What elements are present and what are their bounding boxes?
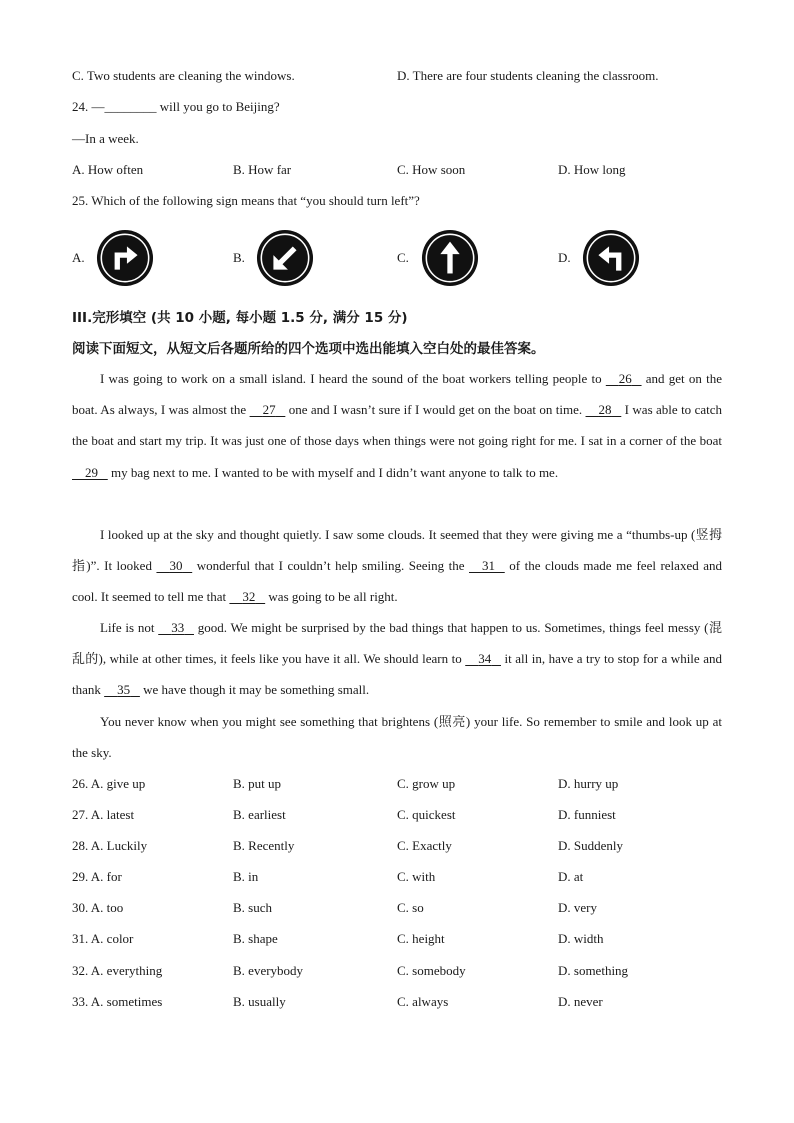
q24-option-a: A. How often — [72, 162, 144, 177]
blank-32: 32 — [242, 589, 256, 605]
passage-text: Life is not — [100, 620, 159, 635]
q31-option-b: B. shape — [233, 931, 278, 946]
q30-option-b: B. such — [233, 900, 272, 915]
passage-text: was going to be all right. — [265, 589, 398, 605]
turn-left-arrow-icon — [582, 229, 640, 287]
q30-option-c: C. so — [397, 900, 424, 915]
q27-option-a: 27. A. latest — [72, 807, 135, 822]
passage-paragraph-3 — [72, 612, 722, 706]
blank-26: 26 — [618, 371, 632, 386]
q28-option-d: D. Suddenly — [558, 838, 623, 853]
q28-option-c: C. Exactly — [397, 838, 452, 853]
blank-29: 29 — [85, 464, 98, 480]
q32-option-d: D. something — [558, 963, 629, 978]
q24-suffix: will you go to Beijing? — [156, 99, 280, 114]
q30-option-a: 30. A. too — [72, 900, 124, 915]
q27-option-c: C. quickest — [397, 807, 456, 822]
turn-right-arrow-icon — [96, 229, 154, 287]
q24-option-c: C. How soon — [397, 162, 466, 177]
passage-text: You never know when you might see something that brightens (照亮) your life. So remember to smile and look up at the sky. — [72, 714, 722, 761]
q24-prefix: 24. — — [72, 99, 105, 114]
blank-34: 34 — [478, 651, 492, 667]
q24-answer-line: —In a week. — [72, 131, 139, 146]
q25-label-b: B. — [233, 250, 245, 265]
q23-option-d: D. There are four students cleaning the classroom. — [397, 68, 659, 83]
q26-option-a: 26. A. give up — [72, 776, 146, 791]
passage-text: my bag next to me. I wanted to be with myself and I didn’t want anyone to talk to me. — [107, 464, 559, 480]
q33-option-b: B. usually — [233, 994, 286, 1009]
q31-option-a: 31. A. color — [72, 931, 134, 946]
passage-text: we have though it may be something small. — [139, 682, 370, 698]
q26-option-d: D. hurry up — [558, 776, 619, 791]
section-instruction: 阅读下面短文，从短文后各题所给的四个选项中选出能填入空白处的最佳答案。 — [72, 341, 545, 357]
q29-option-a: 29. A. for — [72, 869, 122, 884]
q24-option-d: D. How long — [558, 162, 626, 177]
q33-option-a: 33. A. sometimes — [72, 994, 163, 1009]
down-left-arrow-icon — [256, 229, 314, 287]
q31-option-c: C. height — [397, 931, 445, 946]
q33-option-d: D. never — [558, 994, 603, 1009]
q29-option-b: B. in — [233, 869, 259, 884]
blank-27: 27 — [262, 402, 276, 418]
passage-text: and get on the boat. As always, I was almost the — [72, 371, 722, 418]
q29-option-d: D. at — [558, 869, 584, 884]
q24-blank: ________ — [104, 99, 157, 114]
q23-option-c: C. Two students are cleaning the windows. — [72, 68, 295, 83]
passage-text: of the clouds made me feel relaxed and cool. It seemed to tell me that — [72, 558, 722, 605]
q27-option-d: D. funniest — [558, 807, 616, 822]
q32-option-c: C. somebody — [397, 963, 466, 978]
q26-option-c: C. grow up — [397, 776, 456, 791]
straight-up-arrow-icon — [421, 229, 479, 287]
q25-label-a: A. — [72, 250, 85, 265]
passage-text: one and I wasn’t sure if I would get on the boat on time. — [285, 402, 586, 418]
section-title: III.完形填空 (共 10 小题, 每小题 1.5 分, 满分 15 分) — [72, 310, 408, 326]
q29-option-c: C. with — [397, 869, 436, 884]
q27-option-b: B. earliest — [233, 807, 286, 822]
blank-30: 30 — [169, 558, 183, 574]
q25-label-d: D. — [558, 250, 571, 265]
q33-option-c: C. always — [397, 994, 449, 1009]
q25-question: 25. Which of the following sign means that “you should turn left”? — [72, 193, 420, 208]
blank-31: 31 — [482, 558, 495, 574]
q26-option-b: B. put up — [233, 776, 282, 791]
passage-paragraph-1 — [72, 363, 722, 488]
q31-option-d: D. width — [558, 931, 604, 946]
passage-paragraph-4 — [72, 706, 722, 768]
blank-28: 28 — [598, 402, 612, 418]
passage-text: good. We might be surprised by the bad things that happen to us. Sometimes, things feel messy (混乱的), while at other times, it feels like you have it all. We should learn to — [72, 620, 722, 667]
q24-question — [72, 99, 280, 115]
passage-text: I was able to catch the boat and start my trip. It was just one of those days when things were not going right for me. I sat in a corner of the boat — [72, 402, 722, 449]
q25-label-c: C. — [397, 250, 409, 265]
passage-text: I looked up at the sky and thought quietly. I saw some clouds. It seemed that they were giving me a “thumbs-up (竖拇指)”. It looked — [72, 527, 722, 574]
q28-option-b: B. Recently — [233, 838, 295, 853]
q28-option-a: 28. A. Luckily — [72, 838, 148, 853]
q30-option-d: D. very — [558, 900, 597, 915]
blank-35: 35 — [117, 682, 131, 698]
passage-text: wonderful that I couldn’t help smiling. Seeing the — [192, 558, 469, 574]
q32-option-a: 32. A. everything — [72, 963, 163, 978]
q24-option-b: B. How far — [233, 162, 292, 177]
passage-paragraph-2 — [72, 519, 722, 613]
blank-33: 33 — [171, 620, 185, 635]
passage-text: I was going to work on a small island. I heard the sound of the boat workers telling people to — [100, 371, 606, 386]
passage-text: it all in, have a try to stop for a while and thank — [72, 651, 722, 698]
q32-option-b: B. everybody — [233, 963, 304, 978]
